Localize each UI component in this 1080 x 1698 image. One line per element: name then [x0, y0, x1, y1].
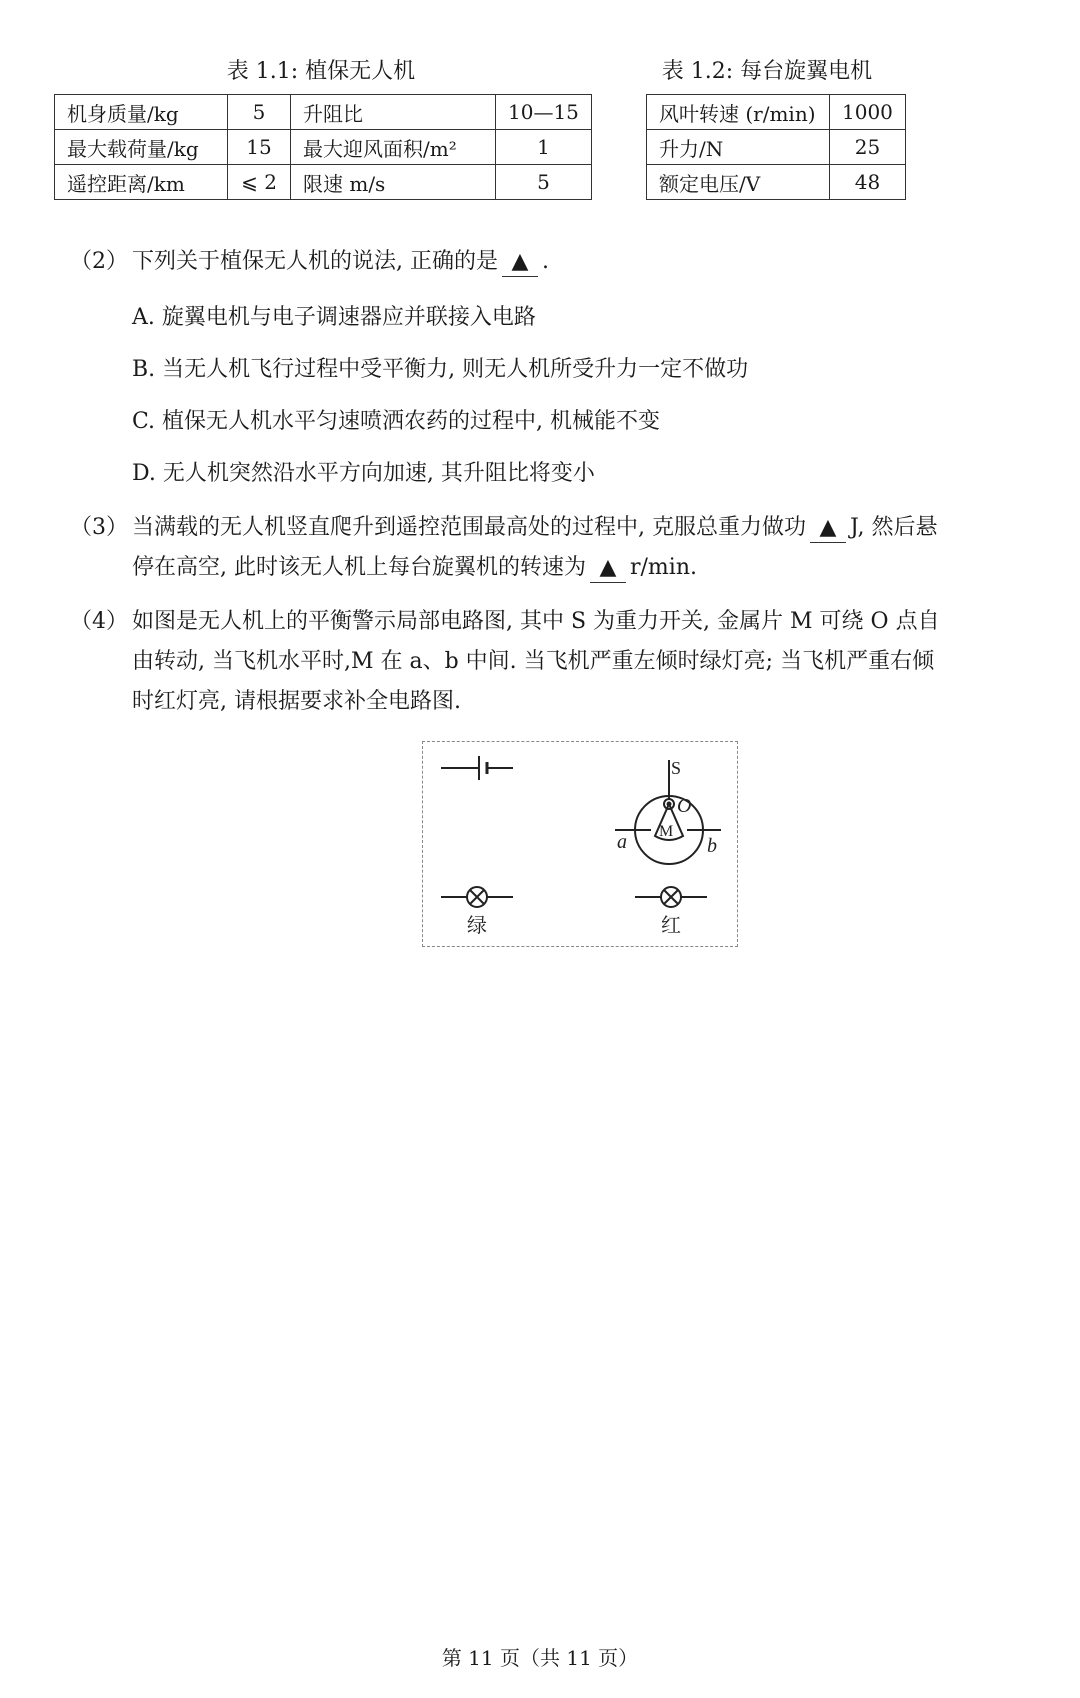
- table-1-1: [54, 94, 592, 200]
- table-row: [647, 165, 906, 200]
- question-text: 时红灯亮, 请根据要求补全电路图.: [132, 689, 461, 714]
- table-cell: 1000: [830, 95, 906, 130]
- table-cell: 额定电压/V: [647, 165, 830, 200]
- table-cell: 5: [496, 165, 592, 200]
- table-cell: 遥控距离/km: [55, 165, 228, 200]
- option-d: D. 无人机突然沿水平方向加速, 其升阻比将变小: [132, 461, 595, 486]
- label-b: b: [707, 835, 717, 857]
- table-cell: 10—15: [496, 95, 592, 130]
- question-end: .: [542, 249, 549, 274]
- battery-symbol: [441, 756, 513, 780]
- table-1-2: [646, 94, 906, 200]
- table1-caption: 表 1.1: 植保无人机: [226, 59, 416, 84]
- table-cell: 风叶转速 (r/min): [647, 95, 830, 130]
- table-cell: 机身质量/kg: [55, 95, 228, 130]
- table-row: [55, 130, 592, 165]
- table-cell: 升力/N: [647, 130, 830, 165]
- table-cell: ⩽ 2: [228, 165, 291, 200]
- question-text: 停在高空, 此时该无人机上每台旋翼机的转速为: [132, 555, 586, 580]
- page-footer: 第 11 页（共 11 页）: [441, 1646, 639, 1670]
- question-text: 如图是无人机上的平衡警示局部电路图, 其中 S 为重力开关, 金属片 M 可绕 O 点自: [132, 609, 940, 634]
- question-text: r/min.: [630, 555, 697, 580]
- option-b: B. 当无人机飞行过程中受平衡力, 则无人机所受升力一定不做功: [132, 357, 749, 382]
- table-cell: 1: [496, 130, 592, 165]
- lamp-icon-red: [635, 887, 707, 907]
- table-row: [647, 95, 906, 130]
- table-cell: 5: [228, 95, 291, 130]
- table-row: [647, 130, 906, 165]
- table2-caption: 表 1.2: 每台旋翼电机: [661, 59, 873, 84]
- lamp-label-red: 红: [661, 913, 681, 937]
- label-o: O: [677, 795, 692, 817]
- table-cell: 15: [228, 130, 291, 165]
- lamp-label-green: 绿: [467, 913, 487, 937]
- lamp-icon-green: [441, 887, 513, 907]
- question-number: （2）: [70, 249, 128, 274]
- circuit-svg: [423, 742, 737, 946]
- table-row: [55, 165, 592, 200]
- question-text: 由转动, 当飞机水平时,M 在 a、b 中间. 当飞机严重左倾时绿灯亮; 当飞机严重右倾: [132, 649, 935, 674]
- table-cell: 限速 m/s: [291, 165, 496, 200]
- label-s: S: [671, 758, 682, 778]
- table-cell: 25: [830, 130, 906, 165]
- table-row: [55, 95, 592, 130]
- answer-blank: ▲: [590, 554, 626, 583]
- question-text: 当满载的无人机竖直爬升到遥控范围最高处的过程中, 克服总重力做功: [132, 515, 806, 540]
- label-a: a: [617, 831, 627, 853]
- question-3-line-2: [132, 550, 697, 586]
- question-number: （3）: [70, 515, 128, 540]
- answer-blank: ▲: [502, 248, 538, 277]
- question-number: （4）: [70, 609, 128, 634]
- table-cell: 升阻比: [291, 95, 496, 130]
- answer-blank: ▲: [810, 514, 846, 543]
- table-cell: 48: [830, 165, 906, 200]
- table-cell: 最大载荷量/kg: [55, 130, 228, 165]
- circuit-diagram: [422, 741, 738, 947]
- table-cell: 最大迎风面积/m²: [291, 130, 496, 165]
- gravity-switch: [615, 760, 721, 864]
- question-text: J, 然后悬: [850, 515, 938, 540]
- option-c: C. 植保无人机水平匀速喷洒农药的过程中, 机械能不变: [132, 409, 661, 434]
- question-stem: 下列关于植保无人机的说法, 正确的是: [132, 249, 498, 274]
- label-m: M: [659, 823, 674, 840]
- option-a: A. 旋翼电机与电子调速器应并联接入电路: [132, 305, 536, 330]
